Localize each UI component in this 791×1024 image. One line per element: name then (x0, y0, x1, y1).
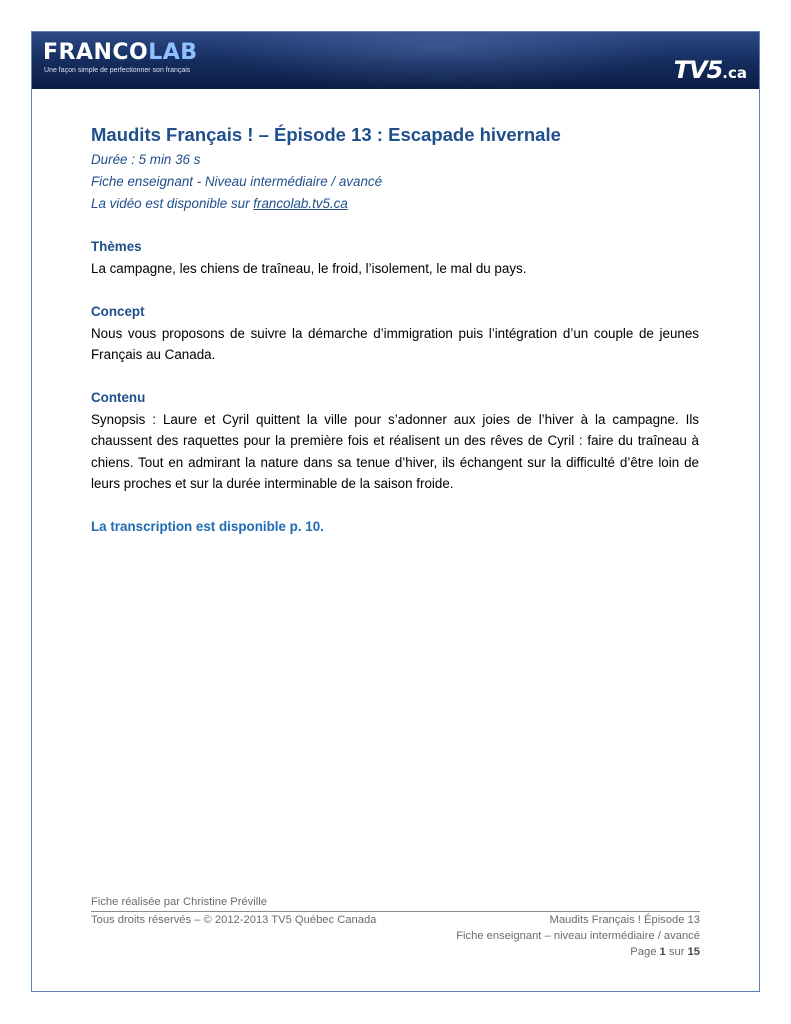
banner-glow (212, 32, 672, 89)
video-availability-text: La vidéo est disponible sur (91, 196, 254, 211)
logo-accent-text: LAB (148, 40, 198, 65)
contenu-body: Synopsis : Laure et Cyril quittent la ville pour s’adonner aux joies de l’hiver à la campagne. Ils chaussent des raquettes pour la première fois et réalisent un des rêves de Cyril : faire du traîneau à chiens. Tout en admirant la nature dans sa tenue d’hiver, ils échangent sur la difficulté d’être loin de leurs proches et sur la durée interminable de la saison froide. (91, 411, 699, 491)
page-footer (91, 894, 700, 960)
video-availability-line (91, 193, 699, 215)
tv5-logo (674, 56, 747, 84)
concept-heading: Concept (91, 303, 145, 319)
contenu-heading: Contenu (91, 389, 146, 405)
footer-page-number (91, 944, 700, 960)
page-middle: sur (665, 946, 688, 958)
tv5-logo-suffix: .ca (722, 64, 747, 82)
themes-heading: Thèmes (91, 239, 142, 254)
page-total: 15 (687, 946, 700, 958)
page-current: 1 (659, 946, 666, 958)
logo-tagline: Une façon simple de perfectionner son français (44, 67, 191, 74)
page-prefix: Page (630, 946, 660, 958)
themes-body: La campagne, les chiens de traîneau, le froid, l’isolement, le mal du pays. (91, 261, 527, 276)
tv5-logo-text: TV5 (673, 56, 723, 84)
footer-author: Fiche réalisée par Christine Préville (91, 896, 267, 908)
francolab-link[interactable]: francolab.tv5.ca (253, 196, 348, 211)
transcription-note: La transcription est disponible p. 10. (91, 518, 324, 534)
document-title: Maudits Français ! – Épisode 13 : Escapade hivernale (91, 124, 561, 145)
footer-rights: Tous droits réservés – © 2012-2013 TV5 Québec Canada (91, 914, 377, 926)
duration-line: Durée : 5 min 36 s (91, 152, 201, 167)
sheet-type-line: Fiche enseignant - Niveau intermédiaire / avancé (91, 174, 383, 189)
document-content (91, 121, 699, 537)
footer-episode: Maudits Français ! Épisode 13 (549, 914, 700, 926)
concept-body: Nous vous proposons de suivre la démarche d’immigration puis l’intégration d’un couple de jeunes Français au Canada. (91, 325, 699, 362)
header-banner (32, 32, 759, 89)
footer-level: Fiche enseignant – niveau intermédiaire / avancé (456, 930, 700, 942)
footer-row (91, 912, 700, 928)
francolab-logo (43, 40, 198, 65)
logo-main-text: FRANCO (43, 40, 149, 65)
